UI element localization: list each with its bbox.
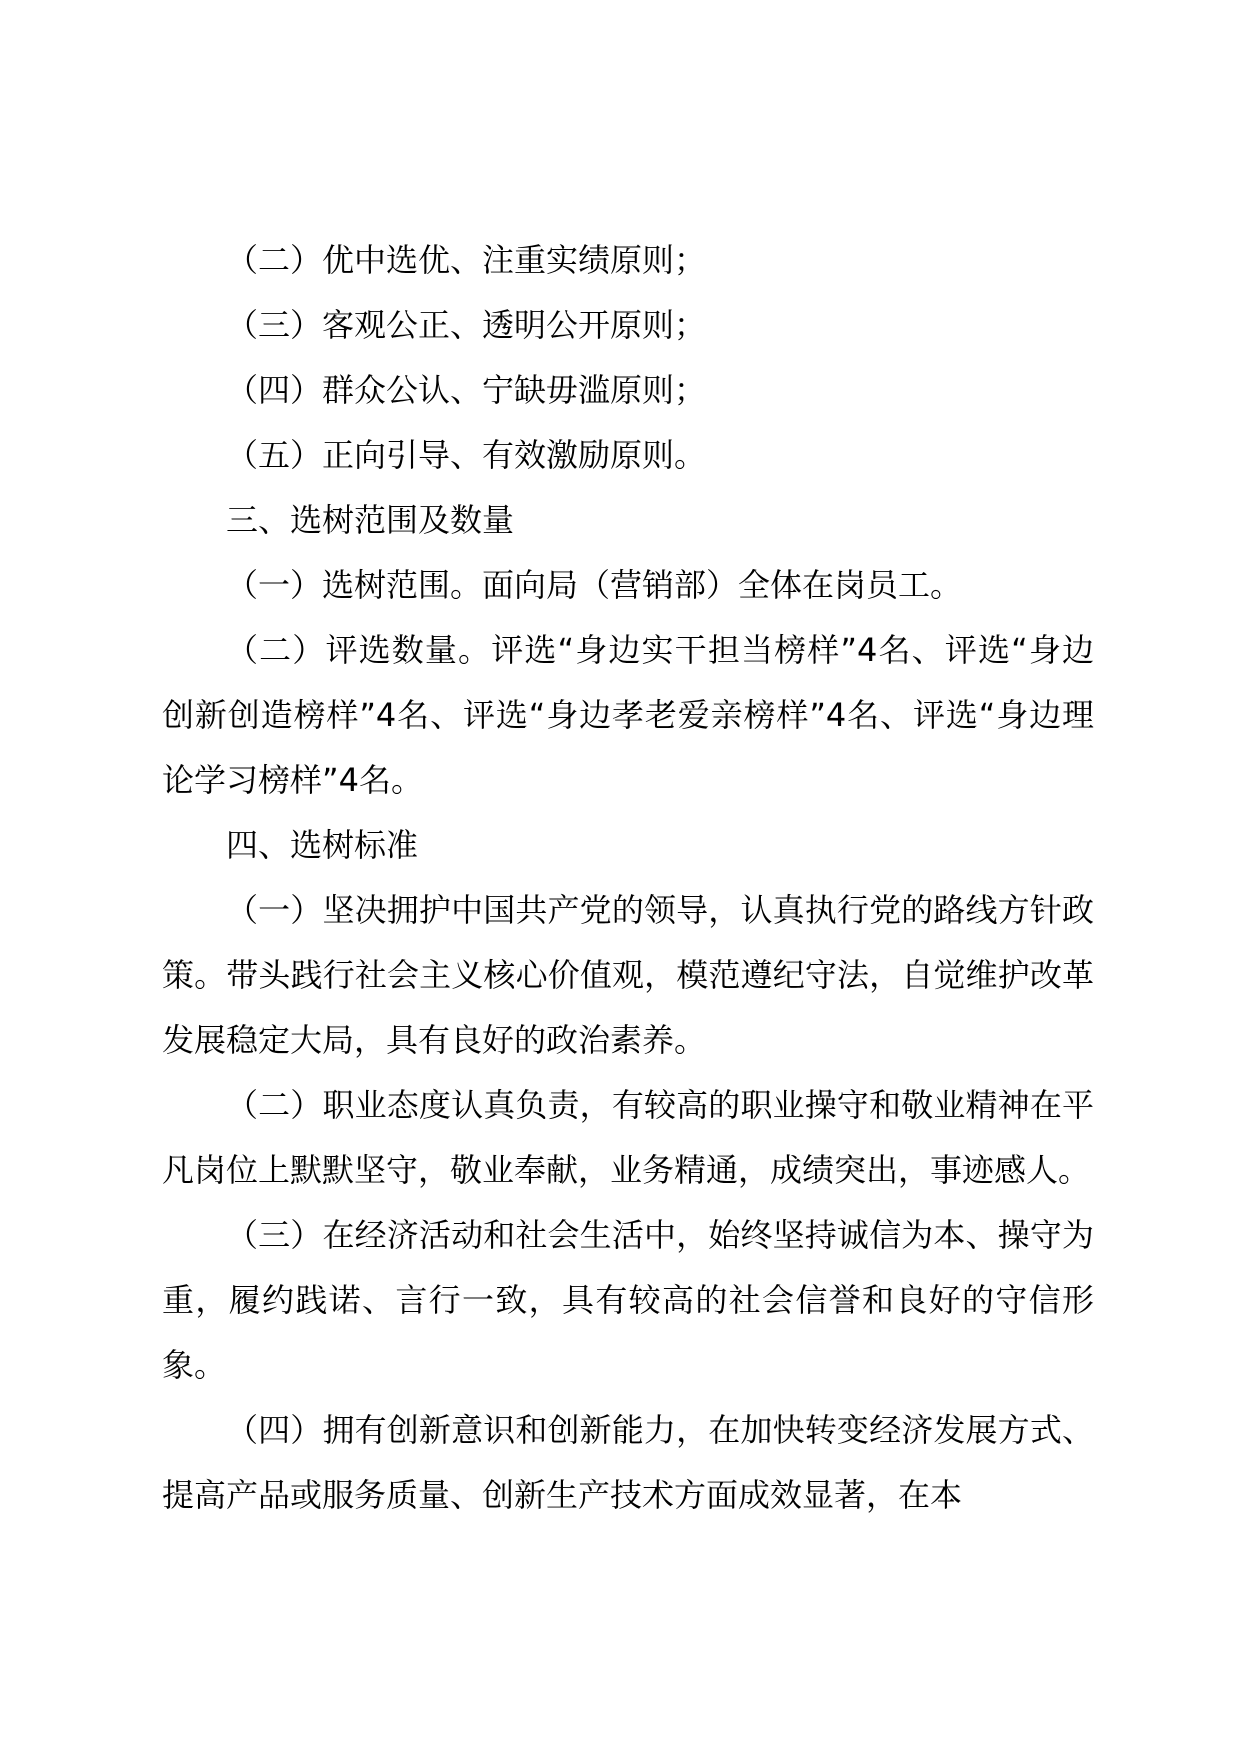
standard-item-3: （三）在经济活动和社会生活中，始终坚持诚信为本、操守为重，履约践诺、言行一致，具有较高的社会信誉和良好的守信形象。	[162, 1216, 1094, 1384]
section-heading-standards: 四、选树标准	[226, 826, 419, 864]
scope-item-1: （一）选树范围。面向局（营销部）全体在岗员工。	[226, 566, 963, 604]
section-heading-scope: 三、选树范围及数量	[226, 501, 515, 539]
standard-item-2: （二）职业态度认真负责，有较高的职业操守和敬业精神在平凡岗位上默默坚守，敬业奉献，业务精通，成绩突出，事迹感人。	[162, 1086, 1094, 1189]
principle-item-5: （五）正向引导、有效激励原则。	[226, 436, 707, 474]
principle-item-3: （三）客观公正、透明公开原则；	[226, 306, 707, 344]
principle-item-4: （四）群众公认、宁缺毋滥原则；	[226, 371, 707, 409]
scope-item-2: （二）评选数量。评选“身边实干担当榜样”4名、评选“身边创新创造榜样”4名、评选“身边孝老爱亲榜样”4名、评选“身边理论学习榜样”4名。	[162, 631, 1094, 799]
standard-item-4: （四）拥有创新意识和创新能力，在加快转变经济发展方式、提高产品或服务质量、创新生产技术方面成效显著，在本	[162, 1411, 1094, 1514]
principle-item-2: （二）优中选优、注重实绩原则；	[226, 241, 707, 279]
document-body	[162, 228, 1094, 1528]
standard-item-1: （一）坚决拥护中国共产党的领导，认真执行党的路线方针政策。带头践行社会主义核心价值观，模范遵纪守法，自觉维护改革发展稳定大局，具有良好的政治素养。	[162, 891, 1094, 1059]
